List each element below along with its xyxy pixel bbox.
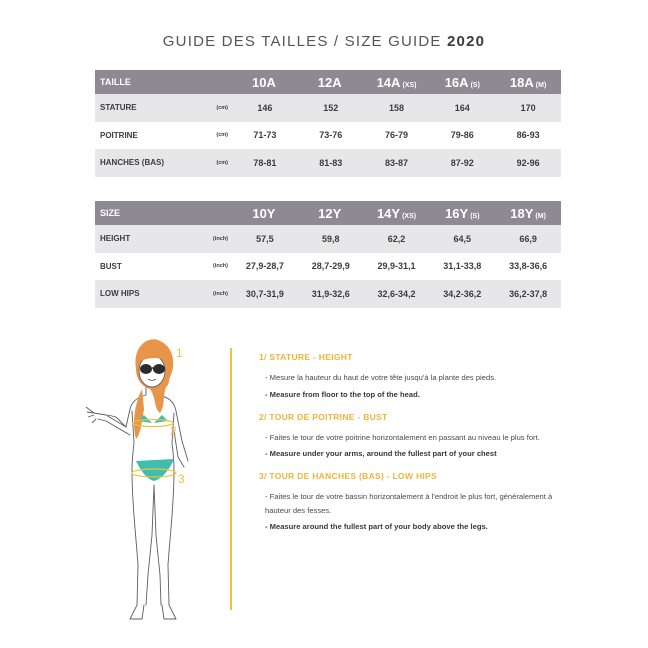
table-cell: 71-73	[253, 130, 277, 141]
divider-line	[230, 348, 232, 610]
row-unit: (cm)	[216, 132, 229, 139]
table-cell: 34,2-36,2	[429, 280, 495, 308]
instruction-fr: - Mesure la hauteur du haut de votre tête jusqu'à la plante des pieds.	[265, 373, 497, 382]
table-cell: 27,9-28,7	[245, 261, 284, 272]
table-row	[95, 149, 561, 177]
table-row	[95, 280, 561, 308]
section-heading: 3/ TOUR DE HANCHES (BAS) - LOW HIPS	[259, 471, 437, 481]
row-label: LOW HIPS	[95, 280, 200, 308]
row-unit: (cm)	[200, 94, 232, 122]
hand-icon	[86, 407, 96, 423]
table-cell: 62,2	[364, 225, 430, 253]
row-label: POITRINE	[100, 130, 138, 140]
instruction-en: - Measure around the fullest part of your body above the legs.	[265, 522, 488, 531]
row-unit: (inch)	[200, 225, 232, 253]
section-heading: 2/ TOUR DE POITRINE - BUST	[259, 411, 388, 422]
marker-3: 3	[178, 472, 185, 486]
row-unit: (inch)	[213, 263, 229, 270]
instruction-fr: - Faites le tour de votre poitrine horizontalement en passant au niveau le plus fort.	[265, 432, 540, 442]
instruction-fr: - Faites le tour de votre bassin horizontalement à l'endroit le plus fort, généralement à hauteur des fesses.	[265, 492, 553, 515]
row-label: HANCHES (BAS)	[95, 149, 200, 177]
girl-illustration	[70, 335, 210, 625]
table-cell: 170	[495, 94, 561, 122]
table-row	[95, 94, 561, 122]
table-cell: 73-76	[319, 130, 343, 141]
page-title	[0, 33, 648, 50]
table-cell: 30,7-31,9	[232, 280, 298, 308]
table-cell: 57,5	[232, 225, 298, 253]
header-label: TAILLE	[95, 70, 232, 94]
table-cell: 86-93	[516, 130, 540, 141]
size-table-en	[95, 201, 561, 308]
header-col: 12Y	[298, 201, 364, 225]
header-col: 18Y (M)	[495, 201, 561, 225]
size-table-fr	[95, 70, 561, 177]
table-cell: 66,9	[495, 225, 561, 253]
row-label: STATURE	[95, 94, 200, 122]
marker-1: 1	[176, 346, 183, 360]
table-cell: 33,8-36,6	[509, 261, 548, 272]
row-label: BUST	[100, 261, 122, 271]
table-cell: 64,5	[429, 225, 495, 253]
table-row	[95, 122, 561, 150]
table-cell: 79-86	[450, 130, 474, 141]
instruction-en: - Measure from floor to the top of the head.	[265, 389, 420, 399]
header-col: 18A (M)	[495, 70, 561, 94]
table-cell: 87-92	[429, 149, 495, 177]
table-cell: 36,2-37,8	[495, 280, 561, 308]
table-header-row	[95, 201, 561, 225]
table-cell: 32,6-34,2	[364, 280, 430, 308]
row-label: HEIGHT	[95, 225, 200, 253]
header-col: 10A	[232, 70, 298, 94]
table-cell: 92-96	[495, 149, 561, 177]
header-col: 12A	[298, 70, 364, 94]
table-cell: 83-87	[364, 149, 430, 177]
header-label: SIZE	[95, 201, 232, 225]
measurement-guide	[259, 352, 559, 544]
table-cell: 81-83	[298, 149, 364, 177]
instruction-en: - Measure under your arms, around the fullest part of your chest	[265, 449, 497, 458]
table-cell: 76-79	[384, 130, 409, 141]
section-heading: 1/ STATURE - HEIGHT	[259, 352, 353, 362]
table-cell: 31,9-32,6	[298, 280, 364, 308]
marker-2: 2	[170, 424, 177, 438]
title-year: 2020	[447, 33, 486, 50]
row-unit: (inch)	[200, 280, 232, 308]
table-cell: 31,1-33,8	[443, 261, 482, 272]
row-unit: (cm)	[200, 149, 232, 177]
table-cell: 152	[298, 94, 364, 122]
table-cell: 59,8	[298, 225, 364, 253]
header-col: 10Y	[232, 201, 298, 225]
header-col: 16A (S)	[429, 70, 495, 94]
table-cell: 146	[232, 94, 298, 122]
table-header-row	[95, 70, 561, 94]
header-col: 16Y (S)	[429, 201, 495, 225]
table-row	[95, 253, 561, 281]
table-cell: 164	[429, 94, 495, 122]
table-cell: 28,7-29,9	[311, 261, 350, 272]
title-main: GUIDE DES TAILLES / SIZE GUIDE	[162, 33, 442, 50]
header-col: 14A (XS)	[364, 70, 430, 94]
ponytail-icon	[134, 389, 144, 439]
header-col: 14Y (XS)	[364, 201, 430, 225]
table-cell: 29,9-31,1	[377, 261, 416, 272]
table-cell: 78-81	[232, 149, 298, 177]
table-cell: 158	[364, 94, 430, 122]
table-row	[95, 225, 561, 253]
